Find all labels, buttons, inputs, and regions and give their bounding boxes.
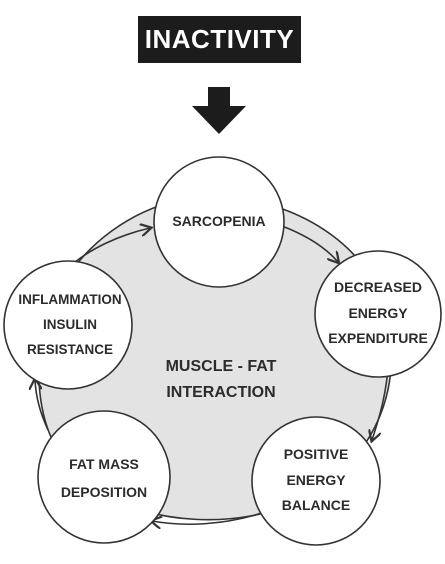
node-inflammation-insulin-resistance: [4, 261, 132, 389]
node-fat-mass-deposition: [38, 411, 170, 543]
node-decreased-energy-expenditure: [315, 251, 441, 377]
node-label-sarcopenia-0: SARCOPENIA: [172, 213, 266, 229]
title-text: INACTIVITY: [144, 24, 295, 54]
node-label-deposition-1: DEPOSITION: [60, 484, 148, 500]
down-arrow-icon: [192, 87, 246, 134]
center-label-line-0: MUSCLE - FAT: [165, 358, 277, 375]
node-label-balance-1: ENERGY: [286, 472, 346, 488]
node-label-inflammation-0: INFLAMMATION: [18, 292, 122, 307]
node-label-deposition-0: FAT MASS: [69, 456, 139, 472]
node-label-balance-2: BALANCE: [281, 497, 351, 513]
node-label-expenditure-0: DECREASED: [334, 279, 422, 295]
node-label-inflammation-2: RESISTANCE: [26, 342, 114, 357]
node-label-inflammation-1: INSULIN: [43, 317, 97, 332]
node-sarcopenia: [154, 157, 284, 287]
node-label-expenditure-1: ENERGY: [348, 305, 408, 321]
node-label-balance-0: POSITIVE: [283, 446, 349, 462]
node-positive-energy-balance: [252, 417, 380, 545]
node-label-expenditure-2: EXPENDITURE: [328, 330, 428, 346]
center-label-line-1: INTERACTION: [166, 384, 276, 401]
